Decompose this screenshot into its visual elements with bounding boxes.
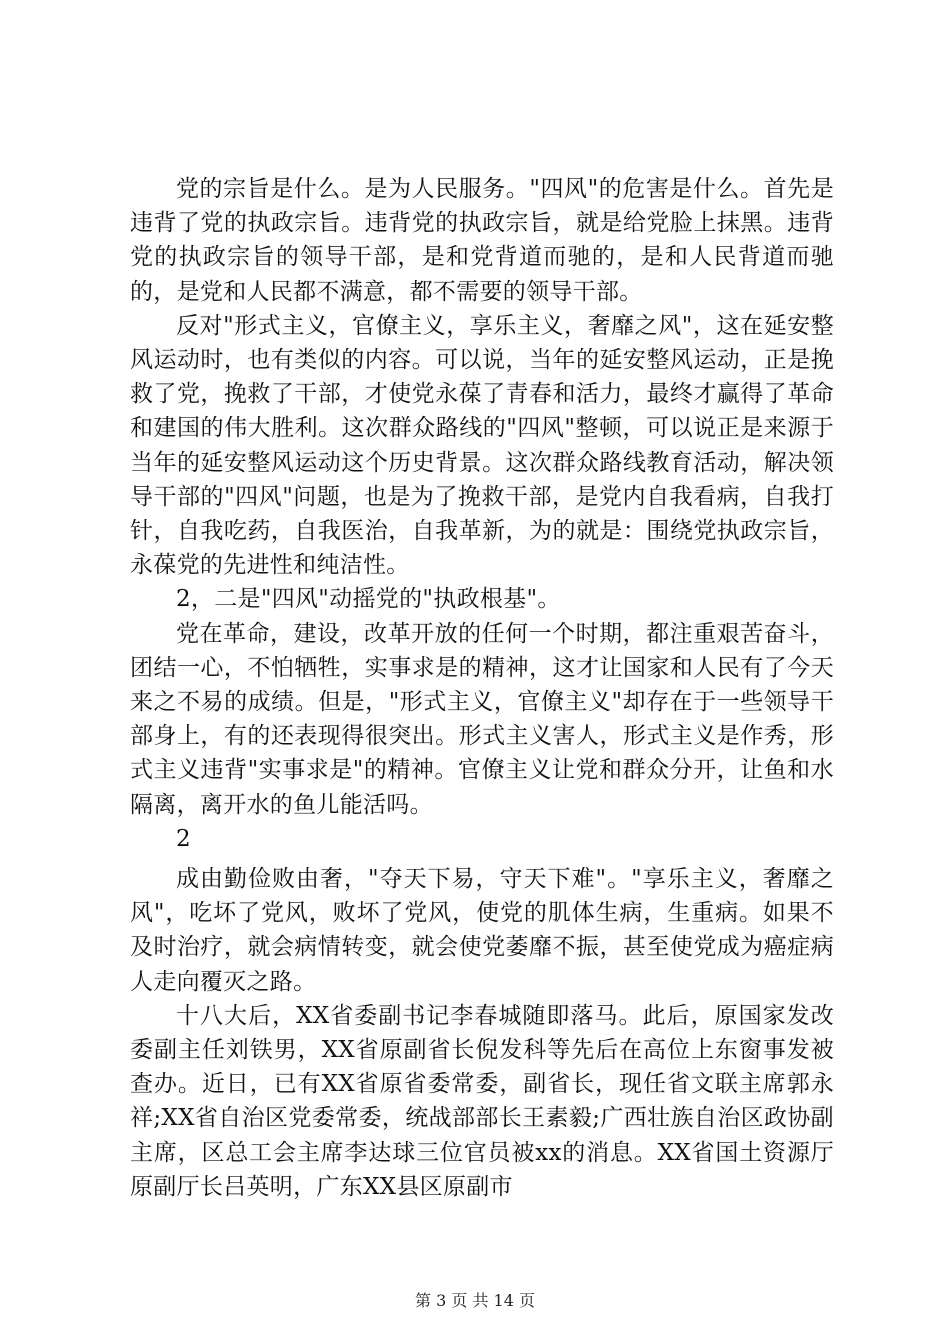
paragraph: 十八大后，XX省委副书记李春城随即落马。此后，原国家发改委副主任刘铁男，XX省原副省长倪发科等先后在高位上东窗事发被查办。近日，已有XX省原省委常委，副省长，现任省文联主席郭永祥;XX省自治区党委常委，统战部部长王素毅;广西壮族自治区政协副主席，区总工会主席李达球三位官员被xx的消息。XX省国土资源厅原副厅长吕英明，广东XX县区原副市 xyxy=(130,1002,834,1200)
paragraph: 党在革命，建设，改革开放的任何一个时期，都注重艰苦奋斗，团结一心，不怕牺牲，实事求是的精神，这才让国家和人民有了今天来之不易的成绩。但是，"形式主义，官僚主义"却存在于一些领导干部身上，有的还表现得很突出。形式主义害人，形式主义是作秀，形式主义违背"实事求是"的精神。官僚主义让党和群众分开，让鱼和水隔离，离开水的鱼儿能活吗。 xyxy=(130,620,834,818)
page-footer: 第 3 页 共 14 页 xyxy=(415,1291,535,1310)
page-number-marker: 2 xyxy=(176,825,191,852)
paragraph: 反对"形式主义，官僚主义，享乐主义，奢靡之风"，这在延安整风运动时，也有类似的内容。可以说，当年的延安整风运动，正是挽救了党，挽救了干部，才使党永葆了青春和活力，最终才赢得了革命和建国的伟大胜利。这次群众路线的"四风"整顿，可以说正是来源于当年的延安整风运动这个历史背景。这次群众路线教育活动，解决领导干部的"四风"问题，也是为了挽救干部，是党内自我看病，自我打针，自我吃药，自我医治，自我革新，为的就是：围绕党执政宗旨，永葆党的先进性和纯洁性。 xyxy=(130,312,834,579)
paragraph: 2，二是"四风"动摇党的"执政根基"。 xyxy=(176,586,561,613)
document-body xyxy=(130,172,834,1204)
paragraph: 党的宗旨是什么。是为人民服务。"四风"的危害是什么。首先是违背了党的执政宗旨。违背党的执政宗旨，就是给党脸上抹黑。违背党的执政宗旨的领导干部，是和党背道而驰的，是和人民背道而驰的，是党和人民都不满意，都不需要的领导干部。 xyxy=(130,176,834,305)
paragraph: 成由勤俭败由奢，"夺天下易，守天下难"。"享乐主义，奢靡之风"，吃坏了党风，败坏了党风，使党的肌体生病，生重病。如果不及时治疗，就会病情转变，就会使党萎靡不振，甚至使党成为癌症病人走向覆灭之路。 xyxy=(130,866,834,995)
